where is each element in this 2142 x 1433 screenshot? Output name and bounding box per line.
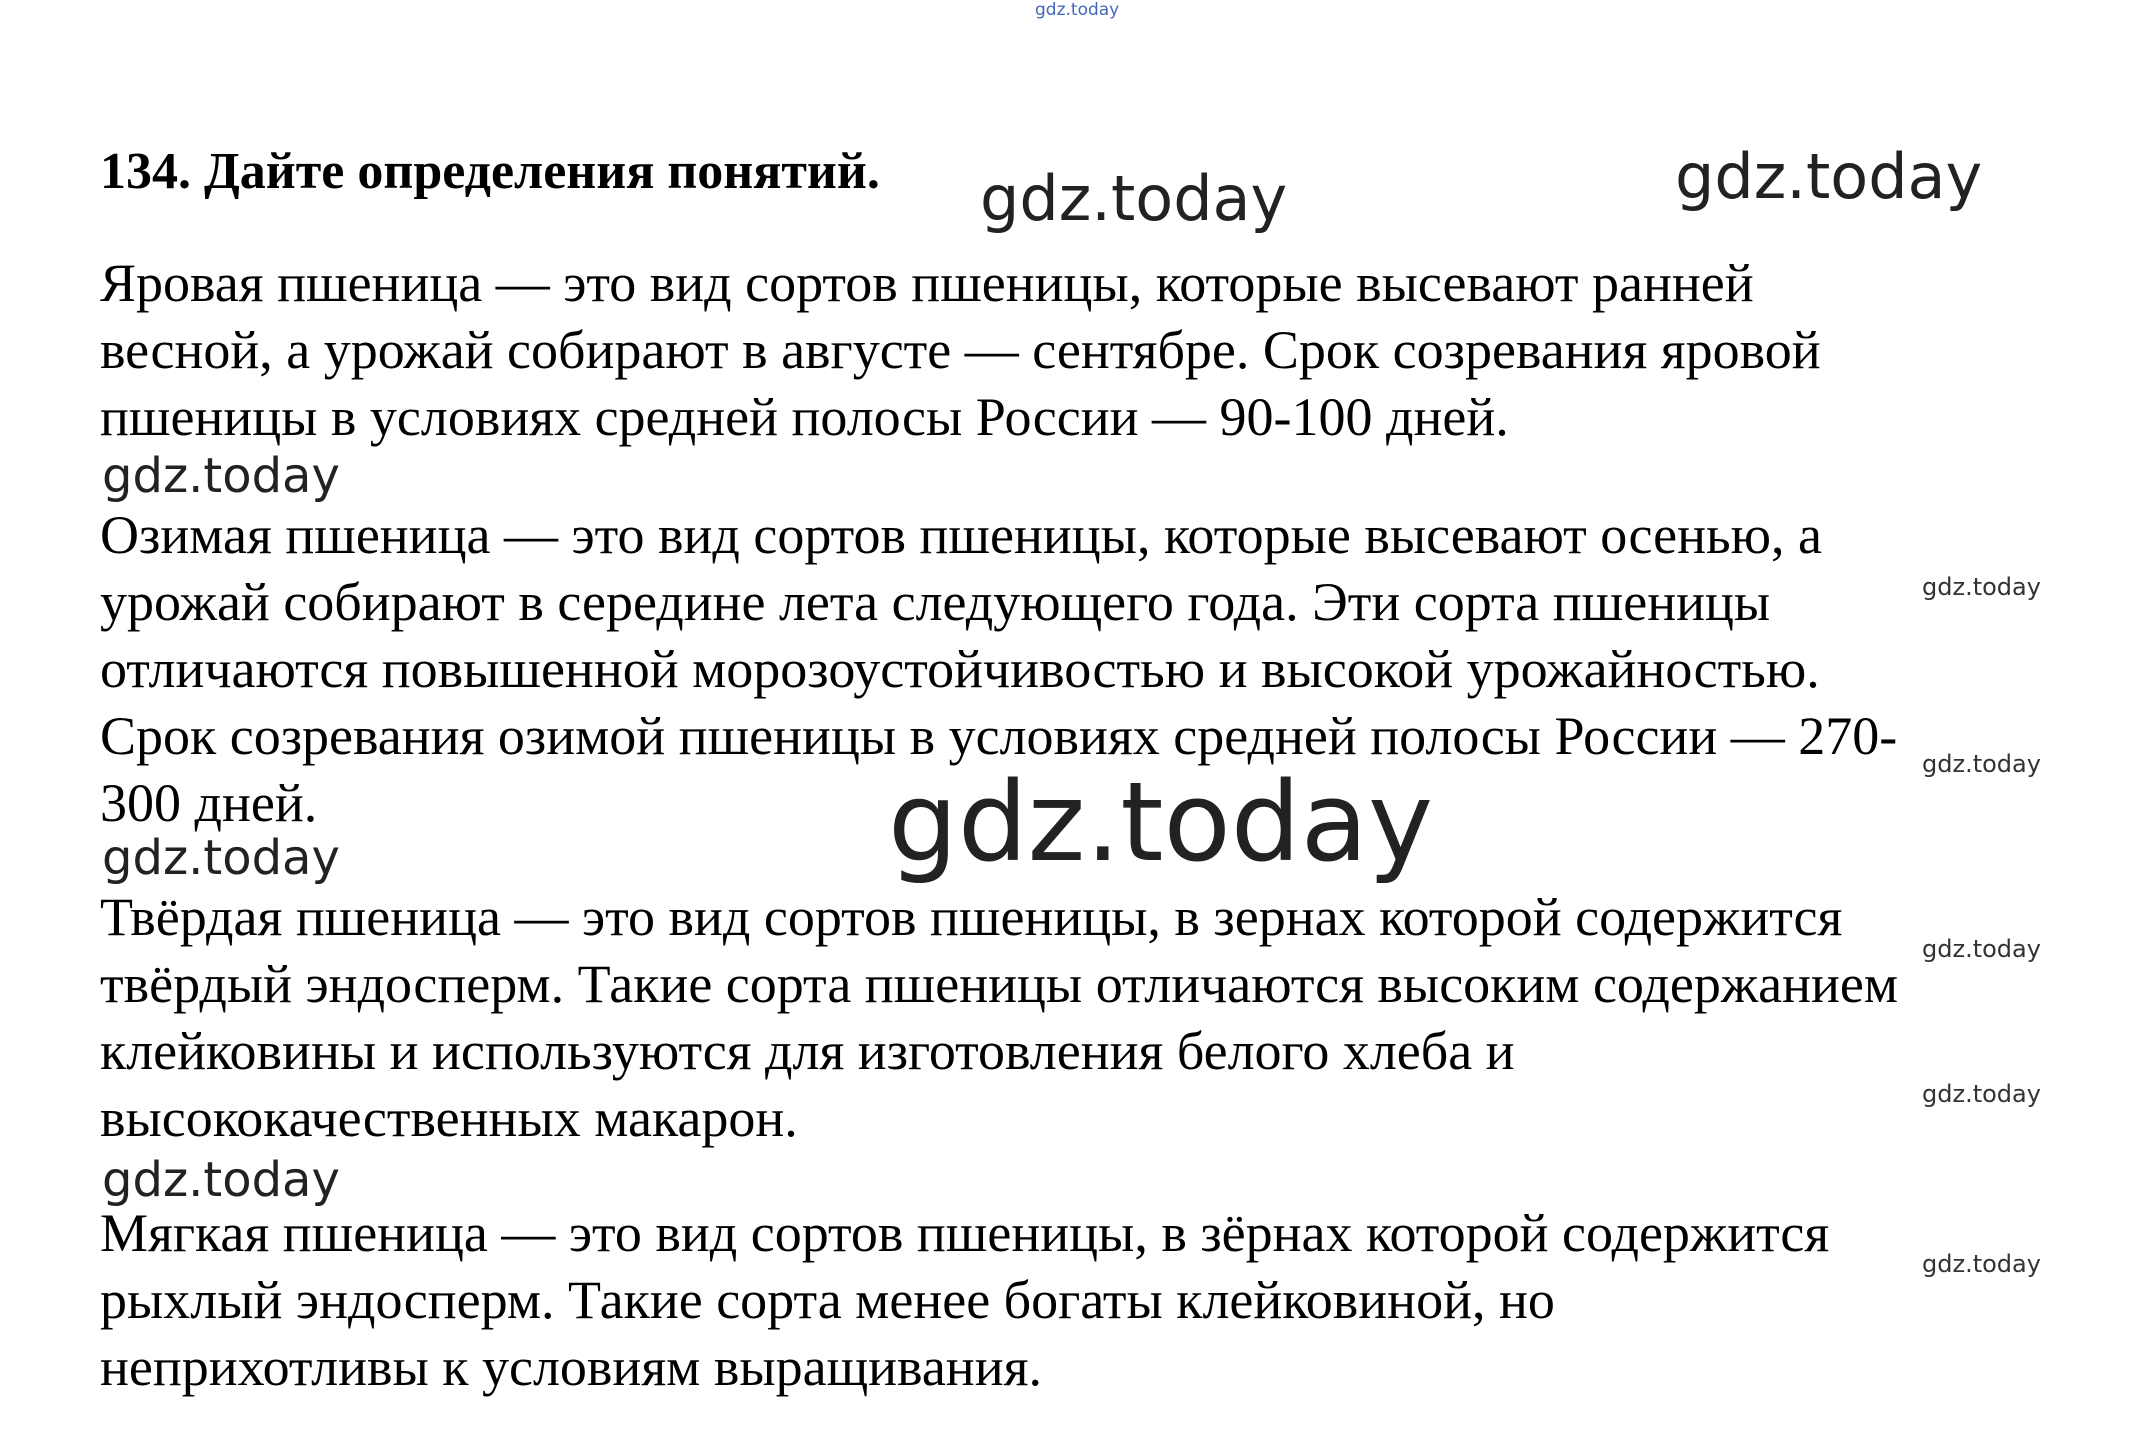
text-line: Озимая пшеница — это вид сортов пшеницы, которые высевают осенью, а [100, 505, 1822, 565]
watermark-right-4: gdz.today [1922, 1080, 2041, 1108]
watermark-heading: gdz.today [980, 162, 1288, 235]
text-line: твёрдый эндосперм. Такие сорта пшеницы отличаются высоким содержанием [100, 954, 1899, 1014]
text-line: отличаются повышенной морозоустойчивостью и высокой урожайностью. [100, 639, 1820, 699]
watermark-left-2: gdz.today [102, 830, 340, 886]
definition-winter-wheat [100, 502, 1897, 837]
definition-spring-wheat [100, 250, 1821, 451]
page-title: 134. Дайте определения понятий. [100, 143, 880, 200]
text-line: неприхотливы к условиям выращивания. [100, 1337, 1042, 1397]
watermark-left-3: gdz.today [102, 1152, 340, 1208]
watermark-top-right: gdz.today [1675, 140, 1983, 213]
watermark-right-5: gdz.today [1922, 1250, 2041, 1278]
watermark-right-2: gdz.today [1922, 750, 2041, 778]
watermark-right-1: gdz.today [1922, 573, 2041, 601]
watermark-left-1: gdz.today [102, 448, 340, 504]
text-line: пшеницы в условиях средней полосы России — 90-100 дней. [100, 387, 1509, 447]
definition-durum-wheat [100, 884, 1898, 1152]
text-line: рыхлый эндосперм. Такие сорта менее богаты клейковиной, но [100, 1270, 1555, 1330]
text-line: весной, а урожай собирают в августе — сентябре. Срок созревания яровой [100, 320, 1821, 380]
text-line: урожай собирают в середине лета следующего года. Эти сорта пшеницы [100, 572, 1771, 632]
text-line: клейковины и используются для изготовления белого хлеба и [100, 1021, 1515, 1081]
definition-soft-wheat [100, 1200, 1829, 1401]
text-line: Яровая пшеница — это вид сортов пшеницы, которые высевают ранней [100, 253, 1754, 313]
text-line: Твёрдая пшеница — это вид сортов пшеницы, в зернах которой содержится [100, 887, 1843, 947]
watermark-top: gdz.today [1035, 0, 1120, 20]
watermark-center: gdz.today [888, 758, 1434, 886]
text-line: 300 дней. [100, 773, 318, 833]
watermark-right-3: gdz.today [1922, 935, 2041, 963]
text-line: Срок созревания озимой пшеницы в условиях средней полосы России — 270- [100, 706, 1898, 766]
text-line: Мягкая пшеница — это вид сортов пшеницы, в зёрнах которой содержится [100, 1203, 1830, 1263]
text-line: высококачественных макарон. [100, 1088, 798, 1148]
